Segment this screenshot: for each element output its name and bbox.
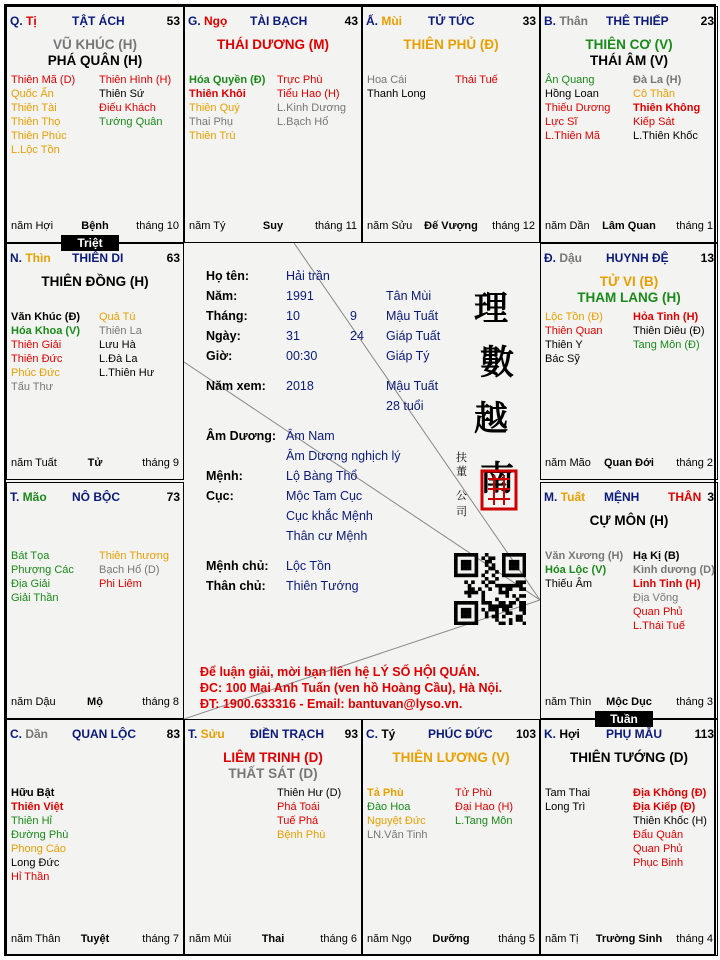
- minor-star: Tử Phù: [455, 787, 492, 799]
- palace-age: 3: [707, 490, 714, 504]
- year-label: năm Thìn: [545, 696, 592, 708]
- minor-star: L.Thiên Mã: [545, 130, 601, 142]
- am-duong-note: Âm Dương nghịch lý: [286, 449, 401, 463]
- minor-star: Lực Sĩ: [545, 116, 578, 128]
- main-star: THIÊN ĐỒNG (H): [41, 274, 149, 289]
- minor-stars-left: [11, 310, 80, 394]
- palace-age: 103: [515, 727, 536, 741]
- minor-star: Văn Khúc (Đ): [11, 311, 81, 323]
- palace-header: [10, 14, 180, 30]
- minor-star: Đẩu Quân: [633, 829, 684, 841]
- minor-star: Thiên Khôi: [189, 88, 246, 100]
- minor-star: Quốc Ấn: [11, 88, 54, 100]
- palace-cell-dan: [6, 719, 184, 956]
- minor-star: L.Lộc Tồn: [11, 144, 60, 156]
- main-star: CỰ MÔN (H): [589, 513, 669, 528]
- palace-branch: Ấ. Mùi: [366, 14, 403, 28]
- main-star: THIÊN CƠ (V): [585, 37, 673, 52]
- palace-name: THIÊN DI: [72, 251, 124, 265]
- minor-star: Lộc Tồn (Đ): [545, 311, 603, 323]
- minor-star: Linh Tinh (H): [633, 578, 701, 590]
- palace-age: 83: [166, 727, 180, 741]
- gio-label: Giờ:: [206, 349, 233, 363]
- palace-header: [544, 251, 714, 267]
- minor-star: Thiên Hình (H): [99, 74, 172, 86]
- minor-star: Thiên Sứ: [99, 88, 145, 100]
- minor-star: Lưu Hà: [99, 339, 136, 351]
- main-stars: [185, 750, 361, 782]
- minor-star: Thiên Tài: [11, 102, 57, 114]
- life-stage: Bệnh: [81, 220, 109, 232]
- palace-footer: [367, 220, 535, 234]
- palace-footer: [11, 933, 179, 947]
- minor-star: Cô Thần: [633, 88, 675, 100]
- minor-star: Long Trì: [545, 801, 586, 813]
- contact-phone-email: ĐT: 1900.633316 - Email: bantuvan@lyso.vn.: [200, 697, 463, 711]
- palace-branch: N. Thìn: [10, 251, 51, 265]
- palace-branch: T. Sửu: [188, 727, 225, 741]
- palace-footer: [367, 933, 535, 947]
- minor-star: Hóa Quyền (Đ): [189, 74, 266, 86]
- minor-star: L.Tang Môn: [455, 815, 513, 827]
- minor-star: Kình dương (D): [633, 564, 715, 576]
- month-label: tháng 8: [142, 696, 179, 708]
- year-label: năm Hợi: [11, 220, 54, 232]
- menh-chu-value: Lộc Tồn: [286, 559, 331, 573]
- cuc-value: Mộc Tam Cục: [286, 489, 363, 503]
- minor-star: Phá Toái: [277, 801, 320, 813]
- palace-header: [366, 727, 536, 743]
- minor-star: L.Thái Tuế: [633, 620, 685, 632]
- year-label: năm Ngọ: [367, 933, 412, 945]
- minor-stars-left: [545, 310, 603, 366]
- palace-name: QUAN LỘC: [72, 727, 136, 741]
- palace-age: 73: [166, 490, 180, 504]
- minor-star: L.Thiên Khốc: [633, 130, 698, 142]
- month-label: tháng 2: [676, 457, 713, 469]
- palace-branch: C. Dần: [10, 727, 49, 741]
- minor-star: Tam Thai: [545, 787, 591, 799]
- palace-name: NÔ BỘC: [72, 490, 120, 504]
- palace-age: 113: [694, 727, 714, 741]
- minor-star: Đà La (H): [633, 74, 682, 86]
- minor-star: Tuế Phá: [277, 815, 319, 827]
- minor-star: Giải Thần: [11, 592, 59, 604]
- ho-ten-label: Họ tên:: [206, 269, 250, 283]
- main-stars: [7, 274, 183, 290]
- minor-stars-right: [277, 73, 346, 129]
- palace-cell-suu: [184, 719, 362, 956]
- minor-stars-left: [545, 73, 610, 143]
- cuc-note: Cục khắc Mệnh: [286, 509, 373, 523]
- ho-ten-value: Hải trần: [286, 269, 330, 283]
- minor-star: Đường Phù: [11, 829, 69, 841]
- small-char-4: 司: [456, 505, 467, 518]
- minor-star: Quả Tú: [99, 311, 136, 323]
- chart-board: [4, 4, 716, 956]
- palace-footer: [545, 696, 713, 710]
- minor-star: Thiên La: [99, 325, 142, 337]
- palace-footer: [189, 220, 357, 234]
- minor-star: Hữu Bật: [11, 787, 55, 799]
- month-label: tháng 10: [136, 220, 179, 232]
- minor-stars-right: [455, 73, 498, 87]
- minor-star: Phục Binh: [633, 857, 684, 869]
- palace-branch: G. Ngọ: [188, 14, 228, 28]
- qr-code-icon: [454, 553, 526, 625]
- minor-stars-left: [367, 73, 426, 101]
- minor-star: Bát Tọa: [11, 550, 50, 562]
- minor-star: Thanh Long: [367, 88, 426, 100]
- palace-age: 53: [166, 14, 180, 28]
- minor-star: L.Đà La: [99, 353, 138, 365]
- minor-star: Hỉ Thần: [11, 871, 50, 883]
- minor-star: Quan Phủ: [633, 843, 683, 855]
- palace-cell-hoi: [540, 719, 718, 956]
- minor-star: Tiểu Hao (H): [277, 88, 340, 100]
- life-stage: Thai: [261, 933, 285, 945]
- minor-star: Tả Phù: [367, 787, 404, 799]
- year-label: năm Dậu: [11, 696, 56, 708]
- ngay-label: Ngày:: [206, 329, 241, 343]
- minor-stars-right: [99, 549, 169, 591]
- month-label: tháng 4: [676, 933, 713, 945]
- minor-star: Long Đức: [11, 857, 60, 869]
- center-info-panel: [184, 243, 540, 719]
- minor-stars-right: [277, 786, 341, 842]
- palace-header: [366, 14, 536, 30]
- main-stars: [541, 750, 717, 766]
- gio-value: 00:30: [286, 349, 318, 363]
- palace-cell-mao: [6, 482, 184, 719]
- palace-name: TỬ TỨC: [428, 14, 475, 28]
- palace-footer: [11, 696, 179, 710]
- life-stage: Mộ: [87, 696, 103, 708]
- minor-stars-left: [545, 549, 623, 591]
- month-label: tháng 3: [676, 696, 713, 708]
- minor-star: Hỏa Tinh (H): [633, 311, 699, 323]
- minor-star: Thiên Hỉ: [11, 815, 52, 827]
- minor-stars-right: [633, 549, 715, 633]
- minor-star: Địa Kiếp (Đ): [633, 801, 696, 813]
- year-label: năm Mão: [545, 457, 591, 469]
- main-star: LIÊM TRINH (D): [223, 750, 323, 765]
- minor-star: Thiên Diêu (Đ): [633, 325, 705, 337]
- palace-cell-tuat: [540, 482, 718, 719]
- year-label: năm Tý: [189, 220, 226, 232]
- main-stars: [541, 37, 717, 69]
- month-label: tháng 11: [314, 220, 357, 232]
- palace-header: [10, 490, 180, 506]
- minor-stars-right: [455, 786, 513, 828]
- ngay-can-chi: Giáp Tuất: [386, 329, 441, 343]
- palace-branch: Đ. Dậu: [544, 251, 583, 265]
- minor-star: Tấu Thư: [11, 381, 54, 393]
- life-stage: Tuyệt: [80, 933, 110, 945]
- minor-star: Thiên Khốc (H): [633, 815, 707, 827]
- palace-header: [188, 14, 358, 30]
- palace-name: THÊ THIẾP: [606, 14, 669, 28]
- minor-star: Phượng Các: [11, 564, 74, 576]
- minor-star: Tang Môn (Đ): [633, 339, 700, 351]
- triet-tag: Triệt: [61, 235, 119, 251]
- palace-age: 23: [700, 14, 714, 28]
- minor-stars-right: [633, 73, 700, 143]
- than-cu-note: Thân cư Mệnh: [286, 529, 368, 543]
- nam-xem-can-chi: Mậu Tuất: [386, 379, 439, 393]
- main-star: VŨ KHÚC (H): [53, 37, 137, 52]
- minor-star: L.Bạch Hổ: [277, 116, 329, 128]
- main-star: THIÊN LƯƠNG (V): [392, 750, 510, 765]
- minor-star: Bệnh Phù: [277, 829, 326, 841]
- palace-name: PHỤ MẪU: [606, 727, 662, 741]
- main-star: THÁI DƯƠNG (M): [217, 37, 329, 52]
- callig-char-4: 南: [480, 459, 514, 499]
- nam-value: 1991: [286, 289, 314, 303]
- main-stars: [541, 274, 717, 306]
- life-stage: Mộc Dục: [606, 696, 652, 708]
- than-palace-marker: THÂN: [668, 490, 702, 504]
- main-star: TỬ VI (B): [599, 274, 659, 289]
- minor-stars-left: [545, 786, 590, 814]
- callig-char-3: 越: [474, 399, 508, 439]
- tuan-tag: Tuần: [595, 711, 653, 727]
- minor-star: Hồng Loan: [545, 88, 599, 100]
- minor-star: Thiên Đức: [11, 353, 63, 365]
- main-star: THÁI ÂM (V): [590, 53, 668, 68]
- minor-star: Địa Giải: [11, 578, 51, 590]
- minor-star: Văn Xương (H): [545, 550, 624, 562]
- main-stars: [363, 750, 539, 766]
- palace-branch: B. Thân: [544, 14, 589, 28]
- main-stars: [363, 37, 539, 53]
- palace-name: MỆNH: [604, 490, 640, 504]
- minor-star: Phúc Đức: [11, 367, 60, 379]
- minor-star: LN.Văn Tinh: [367, 829, 428, 841]
- palace-cell-thin: [6, 243, 184, 480]
- palace-branch: C. Tý: [366, 727, 396, 741]
- thang-am-lich: 9: [350, 309, 357, 323]
- main-star: THAM LANG (H): [577, 290, 681, 305]
- palace-header: [188, 727, 358, 743]
- thang-can-chi: Mậu Tuất: [386, 309, 439, 323]
- than-chu-label: Thân chủ:: [206, 579, 266, 593]
- minor-star: Thiên Phúc: [11, 130, 67, 142]
- cuc-label: Cục:: [206, 489, 234, 503]
- minor-stars-right: [99, 73, 171, 129]
- palace-age: 43: [344, 14, 358, 28]
- minor-star: Thiên Thọ: [11, 116, 61, 128]
- month-label: tháng 5: [498, 933, 535, 945]
- palace-age: 13: [700, 251, 714, 265]
- nam-xem-value: 2018: [286, 379, 314, 393]
- palace-branch: Q. Tị: [10, 14, 37, 28]
- palace-cell-ti: [6, 6, 184, 243]
- minor-star: Kiếp Sát: [633, 116, 675, 128]
- minor-star: Tướng Quân: [99, 116, 163, 128]
- minor-star: Bác Sỹ: [545, 353, 580, 365]
- month-label: tháng 9: [142, 457, 179, 469]
- palace-footer: [545, 220, 713, 234]
- life-stage: Lâm Quan: [602, 220, 656, 232]
- year-label: năm Dần: [545, 220, 590, 232]
- life-stage: Dưỡng: [432, 933, 470, 945]
- minor-star: Ân Quang: [545, 74, 595, 86]
- year-label: năm Tuất: [11, 457, 57, 469]
- tuoi-value: 28 tuổi: [386, 399, 424, 413]
- month-label: tháng 6: [320, 933, 357, 945]
- palace-name: HUYNH ĐỆ: [606, 251, 669, 265]
- life-stage: Quan Đới: [604, 457, 654, 469]
- palace-header: [544, 490, 714, 506]
- year-label: năm Thân: [11, 933, 61, 945]
- callig-char-2: 數: [480, 343, 514, 383]
- minor-stars-right: [633, 786, 707, 870]
- main-star: THIÊN TƯỚNG (D): [570, 750, 688, 765]
- minor-star: Trực Phù: [277, 74, 323, 86]
- palace-footer: [189, 933, 357, 947]
- minor-star: Hoa Cái: [367, 74, 407, 86]
- minor-star: Quan Phủ: [633, 606, 683, 618]
- contact-notice: Để luận giải, mời bạn liên hệ LÝ SỐ HỘI QUÁN.: [200, 665, 480, 679]
- minor-star: Nguyệt Đức: [367, 815, 426, 827]
- minor-stars-left: [11, 549, 74, 605]
- minor-star: L.Thiên Hư: [99, 367, 155, 379]
- life-stage: Trường Sinh: [595, 933, 663, 945]
- palace-footer: [545, 457, 713, 471]
- nam-label: Năm:: [206, 289, 238, 303]
- ngay-duong-lich: 31: [286, 329, 300, 343]
- minor-stars-right: [633, 310, 705, 352]
- main-star: PHÁ QUÂN (H): [47, 53, 143, 68]
- minor-star: Địa Võng: [633, 592, 679, 604]
- minor-star: Hạ Kị (B): [633, 550, 680, 562]
- palace-cell-dau: [540, 243, 718, 480]
- palace-name: TẬT ÁCH: [72, 14, 125, 28]
- small-char-3: 公: [456, 489, 467, 502]
- palace-footer: [11, 220, 179, 234]
- palace-cell-ty: [362, 719, 540, 956]
- life-stage: Suy: [262, 220, 284, 232]
- minor-star: Đào Hoa: [367, 801, 411, 813]
- minor-star: Hóa Lộc (V): [545, 564, 607, 576]
- minor-star: Thiên Trù: [189, 130, 236, 142]
- minor-star: Bạch Hổ (D): [99, 564, 160, 576]
- minor-star: Đại Hao (H): [455, 801, 514, 813]
- palace-header: [10, 251, 180, 267]
- menh-value: Lộ Bàng Thổ: [286, 469, 358, 483]
- minor-stars-left: [11, 73, 75, 157]
- main-stars: [7, 37, 183, 69]
- palace-age: 93: [344, 727, 358, 741]
- minor-star: Thiên Quan: [545, 325, 603, 337]
- red-seal-icon: [480, 469, 518, 511]
- year-label: năm Sửu: [367, 220, 413, 232]
- minor-star: Thiên Quý: [189, 102, 240, 114]
- minor-star: Thiên Thương: [99, 550, 170, 562]
- palace-age: 33: [522, 14, 536, 28]
- thang-label: Tháng:: [206, 309, 248, 323]
- nam-can-chi: Tân Mùi: [386, 289, 432, 303]
- palace-branch: T. Mão: [10, 490, 47, 504]
- minor-star: Thiên Hư (D): [277, 787, 342, 799]
- palace-name: ĐIỀN TRẠCH: [250, 727, 324, 741]
- than-chu-value: Thiên Tướng: [286, 579, 359, 593]
- ngay-am-lich: 24: [350, 329, 364, 343]
- callig-char-1: 理: [474, 289, 508, 329]
- minor-stars-left: [189, 73, 265, 143]
- palace-name: TÀI BẠCH: [250, 14, 308, 28]
- minor-star: Thiên Y: [545, 339, 583, 351]
- minor-star: Phong Cáo: [11, 843, 67, 855]
- minor-star: Thiên Mã (D): [11, 74, 76, 86]
- palace-name: PHÚC ĐỨC: [428, 727, 493, 741]
- main-stars: [185, 37, 361, 53]
- palace-branch: K. Hợi: [544, 727, 580, 741]
- main-stars: [541, 513, 717, 529]
- year-label: năm Mùi: [189, 933, 232, 945]
- palace-header: [544, 727, 714, 743]
- small-char-2: 董: [456, 465, 467, 478]
- minor-star: Hóa Khoa (V): [11, 325, 81, 337]
- year-label: năm Tị: [545, 933, 579, 945]
- palace-footer: [545, 933, 713, 947]
- palace-age: 63: [166, 251, 180, 265]
- palace-branch: M. Tuất: [544, 490, 586, 504]
- am-duong-label: Âm Dương:: [206, 429, 277, 443]
- life-stage: Tử: [87, 457, 103, 469]
- main-star: THIÊN PHỦ (Đ): [403, 37, 499, 52]
- main-star: THẤT SÁT (D): [228, 766, 318, 781]
- small-char-1: 扶: [456, 451, 467, 464]
- minor-star: Thiên Việt: [11, 801, 64, 813]
- month-label: tháng 1: [676, 220, 713, 232]
- minor-stars-left: [11, 786, 68, 884]
- minor-star: Thiên Không: [633, 102, 701, 114]
- minor-stars-right: [99, 310, 154, 380]
- nam-xem-label: Năm xem:: [206, 379, 266, 393]
- minor-star: Điếu Khách: [99, 102, 156, 114]
- palace-header: [10, 727, 180, 743]
- month-label: tháng 7: [142, 933, 179, 945]
- palace-footer: [11, 457, 179, 471]
- minor-star: Thiếu Âm: [545, 578, 593, 590]
- minor-star: Thai Phụ: [189, 116, 234, 128]
- minor-stars-left: [367, 786, 428, 842]
- month-label: tháng 12: [492, 220, 535, 232]
- palace-cell-ngo: [184, 6, 362, 243]
- palace-cell-mui: [362, 6, 540, 243]
- menh-label: Mệnh:: [206, 469, 243, 483]
- am-duong-value: Âm Nam: [286, 429, 335, 443]
- menh-chu-label: Mệnh chủ:: [206, 559, 269, 573]
- minor-star: Phi Liêm: [99, 578, 142, 590]
- palace-header: [544, 14, 714, 30]
- minor-star: L.Kinh Dương: [277, 102, 347, 114]
- minor-star: Thiếu Dương: [545, 102, 611, 114]
- thang-duong-lich: 10: [286, 309, 300, 323]
- minor-star: Thái Tuế: [455, 74, 498, 86]
- contact-address: ĐC: 100 Mai Anh Tuấn (ven hồ Hoàng Cầu), Hà Nội.: [200, 681, 503, 695]
- minor-star: Thiên Giải: [11, 339, 62, 351]
- life-stage: Đế Vượng: [424, 220, 478, 232]
- gio-can-chi: Giáp Tý: [386, 349, 430, 363]
- palace-cell-than: [540, 6, 718, 243]
- minor-star: Địa Không (Đ): [633, 787, 707, 799]
